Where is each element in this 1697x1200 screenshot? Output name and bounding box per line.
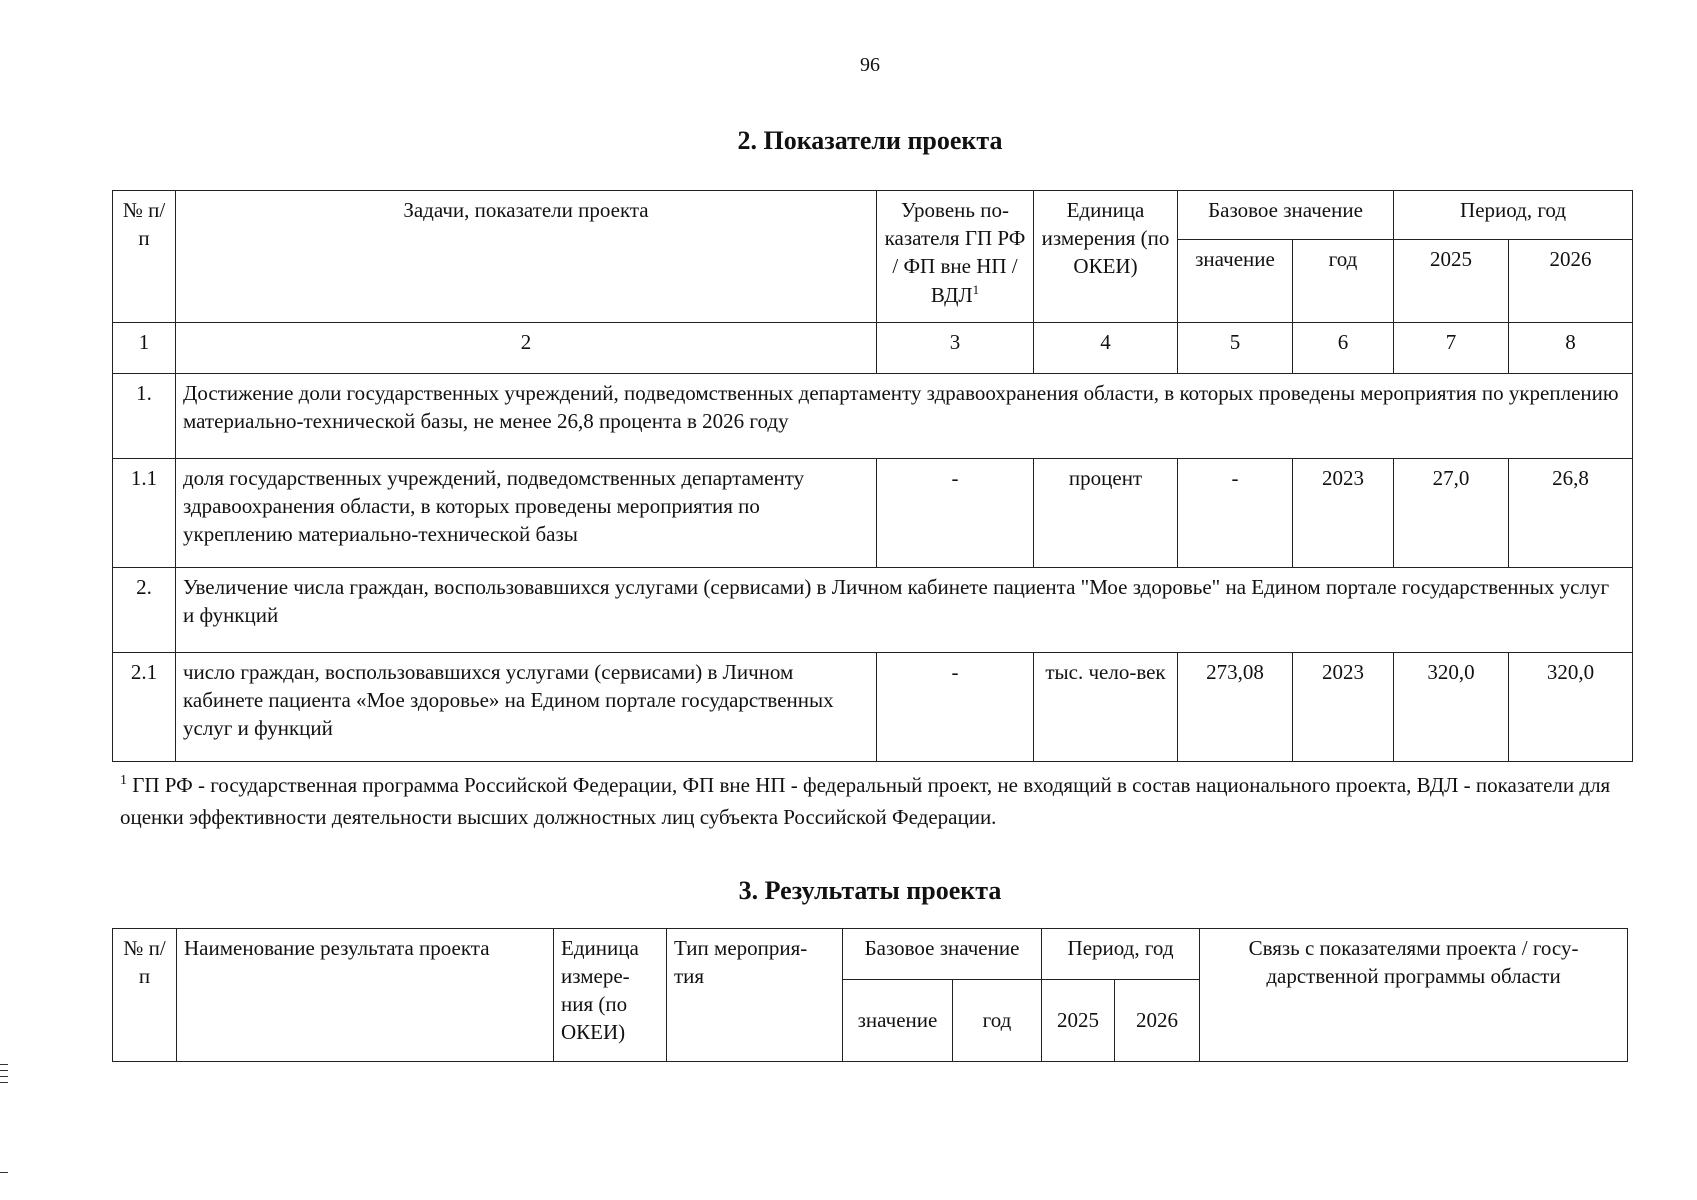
results-header-base-year: год — [953, 980, 1042, 1062]
margin-marks — [0, 1064, 8, 1088]
task-num: 2. — [113, 568, 176, 653]
footnote-mark: 1 — [120, 773, 127, 788]
indicator-num: 1.1 — [113, 459, 176, 568]
header-tasks: Задачи, показатели проекта — [176, 191, 877, 323]
indicator-row-1-1 — [113, 459, 1633, 568]
task-row-1 — [113, 374, 1633, 459]
indicator-level: - — [877, 459, 1034, 568]
indicator-base-year: 2023 — [1293, 459, 1394, 568]
header-level — [877, 191, 1034, 323]
col-number: 5 — [1178, 323, 1293, 374]
results-header-2026: 2026 — [1115, 980, 1200, 1062]
indicator-2025: 27,0 — [1394, 459, 1509, 568]
results-header-base-value: значение — [843, 980, 953, 1062]
column-number-row — [113, 323, 1633, 374]
col-number: 1 — [113, 323, 176, 374]
indicator-base-value: 273,08 — [1178, 653, 1293, 762]
task-text: Достижение доли государственных учреждений, подведомственных департаменту здравоохранения области, в которых проведены мероприятия по укреплению материально-технической базы, не менее 26,8 процента в 2026 году — [176, 374, 1633, 459]
header-row — [113, 191, 1633, 240]
task-row-2 — [113, 568, 1633, 653]
indicator-2026: 320,0 — [1509, 653, 1633, 762]
results-header-name: Наименование результата проекта — [177, 929, 554, 1062]
indicator-unit: тыс. чело-век — [1034, 653, 1178, 762]
col-number: 2 — [176, 323, 877, 374]
section-title-indicators: 2. Показатели проекта — [737, 126, 1003, 155]
indicator-name: число граждан, воспользовавшихся услугами (сервисами) в Личном кабинете пациента «Мое здоровье» на Едином портале государственных услуг и функций — [176, 653, 877, 762]
results-header-base: Базовое значение — [843, 929, 1042, 980]
indicator-level: - — [877, 653, 1034, 762]
header-level-text: Уровень по-казателя ГП РФ / ФП вне НП / ВДЛ — [884, 198, 1026, 307]
indicator-2025: 320,0 — [1394, 653, 1509, 762]
indicator-name: доля государственных учреждений, подведомственных департаменту здравоохранения области, в которых проведены мероприятия по укреплению материально-технической базы — [176, 459, 877, 568]
indicator-2026: 26,8 — [1509, 459, 1633, 568]
header-period: Период, год — [1394, 191, 1633, 240]
task-text: Увеличение числа граждан, воспользовавшихся услугами (сервисами) в Личном кабинете пациента "Мое здоровье" на Едином портале государственных услуг и функций — [176, 568, 1633, 653]
results-header-period: Период, год — [1042, 929, 1200, 980]
indicator-unit: процент — [1034, 459, 1178, 568]
header-num: № п/п — [113, 191, 176, 323]
margin-line — [0, 1172, 8, 1173]
header-base-year: год — [1293, 240, 1394, 323]
header-base: Базовое значение — [1178, 191, 1394, 240]
header-level-sup: 1 — [972, 281, 980, 297]
results-header-unit: Единица измере-ния (по ОКЕИ) — [554, 929, 667, 1062]
page-number: 96 — [860, 54, 880, 76]
indicator-row-2-1 — [113, 653, 1633, 762]
col-number: 8 — [1509, 323, 1633, 374]
results-table — [112, 928, 1628, 1062]
footnote — [120, 770, 1640, 833]
indicator-base-year: 2023 — [1293, 653, 1394, 762]
results-header-2025: 2025 — [1042, 980, 1115, 1062]
header-2025: 2025 — [1394, 240, 1509, 323]
indicator-base-value: - — [1178, 459, 1293, 568]
indicators-table — [112, 190, 1633, 762]
results-header-link: Связь с показателями проекта / госу-дарственной программы области — [1200, 929, 1628, 1062]
results-header-num: № п/п — [113, 929, 177, 1062]
results-header-type: Тип мероприя-тия — [667, 929, 843, 1062]
section-title-results: 3. Результаты проекта — [738, 876, 1002, 905]
col-number: 3 — [877, 323, 1034, 374]
header-base-value: значение — [1178, 240, 1293, 323]
col-number: 4 — [1034, 323, 1178, 374]
task-num: 1. — [113, 374, 176, 459]
indicator-num: 2.1 — [113, 653, 176, 762]
header-2026: 2026 — [1509, 240, 1633, 323]
results-header-row — [113, 929, 1628, 980]
header-unit: Единица измерения (по ОКЕИ) — [1034, 191, 1178, 323]
col-number: 6 — [1293, 323, 1394, 374]
col-number: 7 — [1394, 323, 1509, 374]
footnote-text: ГП РФ - государственная программа Российской Федерации, ФП вне НП - федеральный проект, не входящий в состав национального проекта, ВДЛ - показатели для оценки эффективности деятельности высших должностных лиц субъекта Российской Федерации. — [120, 773, 1611, 829]
